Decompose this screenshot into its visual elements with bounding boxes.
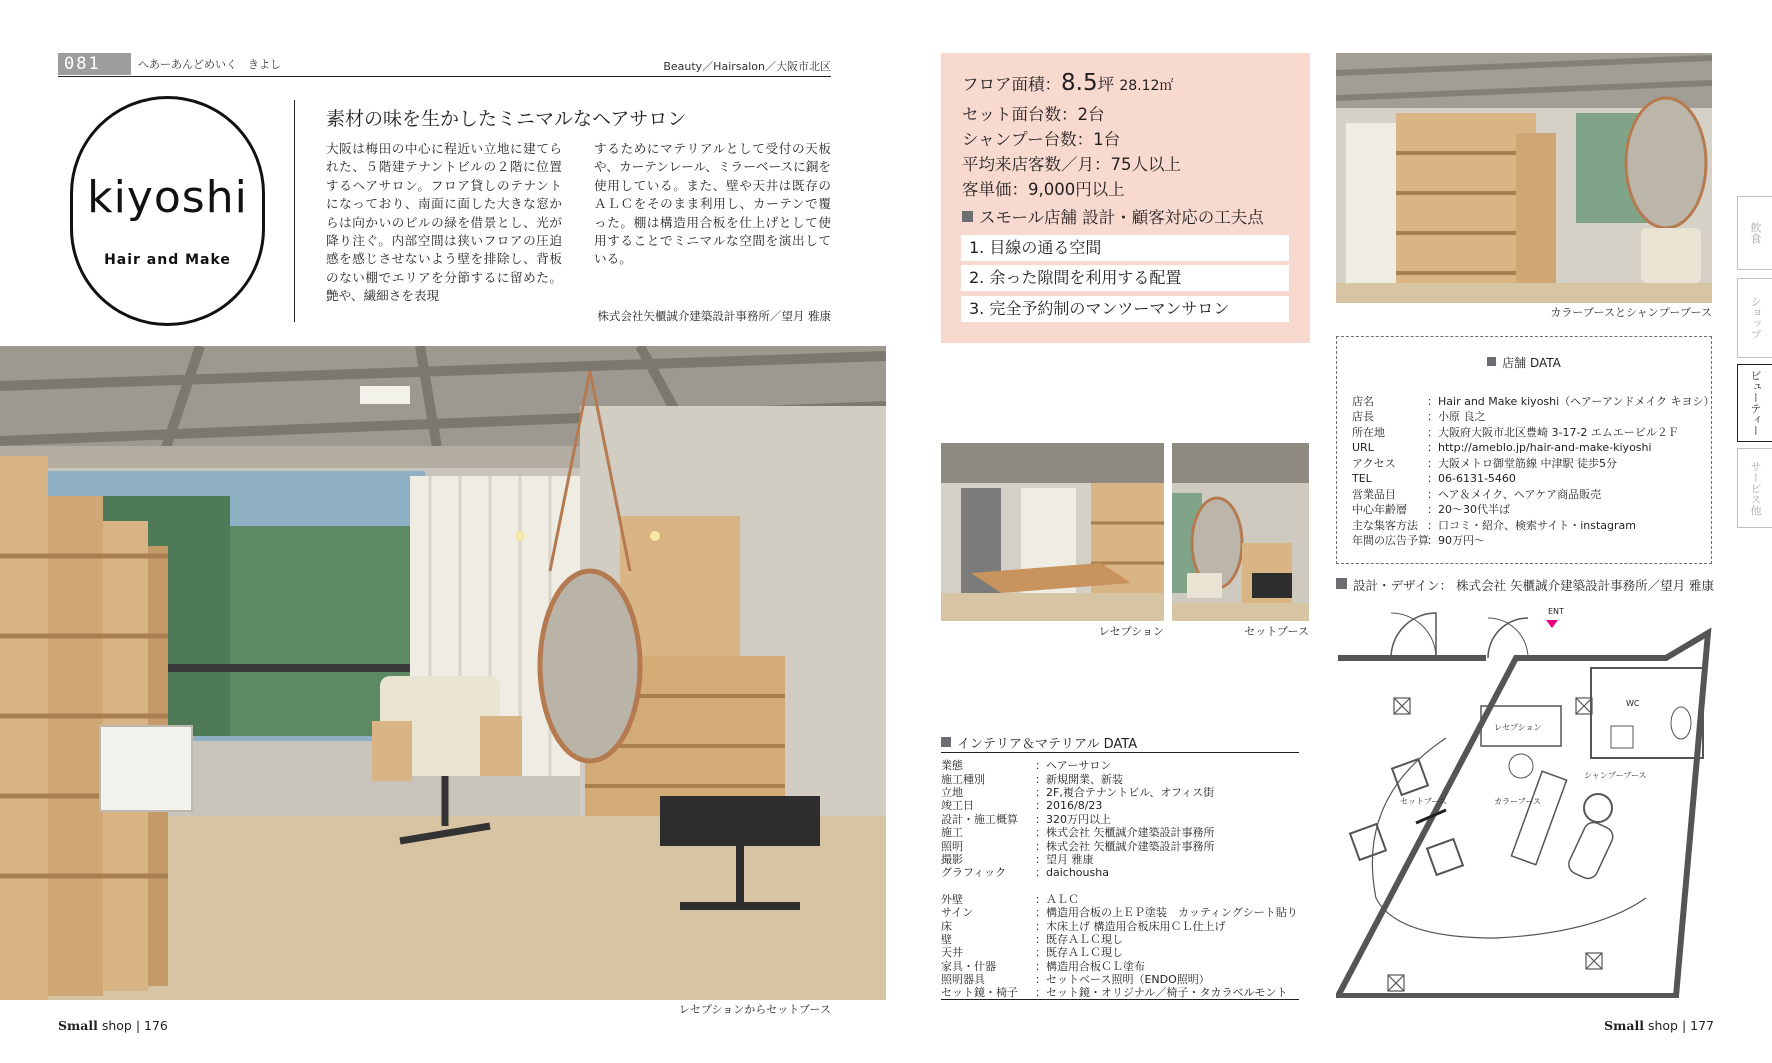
store-data-value: ：http://ameblo.jp/hair-and-make-kiyoshi (1427, 441, 1652, 454)
tab-beauty[interactable]: ビューティー (1737, 364, 1772, 442)
point-item: 3. 完全予約制のマンツーマンサロン (961, 296, 1289, 322)
tab-shop[interactable]: ショップ (1737, 278, 1772, 358)
interior-value: ：株式会社 矢櫃誠介建築設計事務所 (1035, 826, 1215, 839)
store-data-value: ：90万円～ (1427, 534, 1485, 547)
ent-arrow-icon (1546, 620, 1558, 628)
folio-number-right: shop | 177 (1647, 1018, 1714, 1033)
reception-caption: レセプション (1098, 625, 1164, 638)
interior-data-rule-bottom (941, 999, 1299, 1000)
color-booth-photo (1336, 53, 1712, 303)
body-text-column-1: 大阪は梅田の中心に程近い立地に建てられた、５階建テナントビルの２階に位置するヘアサロン。フロア貸しのテナントになっており、南面に面した大きな窓からは向かいのビルの緑を借景とし、光が降り注ぐ。内部空間は狭いフロアの圧迫感を感じさせないよう壁を排除し、背板のない棚でエリアを分節するに留めた。艶や、繊細さを表現 (326, 141, 562, 304)
interior-value: ：2016/8/23 (1035, 799, 1103, 812)
store-data-value: ：06-6131-5460 (1427, 472, 1516, 485)
article-number: 081 (58, 53, 131, 75)
article-kana-title: へあーあんどめいく きよし (138, 58, 281, 71)
plan-label-wc: WC (1626, 699, 1640, 708)
interior-value: ：構造用合板ＣＬ塗布 (1035, 960, 1145, 973)
interior-value: ：セットベース照明（ENDO照明） (1035, 973, 1210, 986)
floor-area-m2: 28.12㎡ (1119, 78, 1174, 94)
interior-value: ：ヘアーサロン (1035, 759, 1112, 772)
tab-food[interactable]: 飲食 (1737, 196, 1772, 270)
point-item: 1. 目線の通る空間 (961, 235, 1289, 261)
store-data-heading (1336, 354, 1712, 371)
store-data-value: ：大阪府大阪市北区豊崎 3-17-2 エムエービル２Ｆ (1427, 426, 1679, 439)
points-title: スモール店舗 設計・顧客対応の工夫点 (979, 208, 1264, 227)
page-folio-left (58, 1018, 168, 1033)
tab-service[interactable]: サービス他 (1737, 448, 1772, 528)
square-bullet-icon (1487, 357, 1496, 366)
plan-label-reception: レセプション (1494, 723, 1542, 732)
interior-key: 天井 (941, 946, 963, 959)
interior-value: ：2F,複合テナントビル、オフィス街 (1035, 786, 1215, 799)
store-data-value: ：小原 良之 (1427, 410, 1486, 423)
folio-brand-right: Small (1604, 1018, 1644, 1033)
interior-key: 床 (941, 920, 952, 933)
store-data-key: 主な集客方法 (1352, 519, 1418, 532)
store-data-row (1352, 501, 1510, 517)
interior-key: 設計・施工概算 (941, 813, 1018, 826)
plan-label-set: セットブース (1400, 797, 1448, 806)
interior-value: ：ＡＬＣ (1035, 893, 1079, 906)
floor-area (962, 70, 1173, 96)
store-data-row (1352, 408, 1486, 424)
store-data-value: ：Hair and Make kiyoshi（ヘアーアンドメイク キヨシ） (1427, 395, 1715, 408)
set-count: セット面台数：2台 (962, 105, 1105, 124)
folio-number-left: shop | 176 (101, 1018, 168, 1033)
store-data-key: 店名 (1352, 395, 1374, 408)
point-item: 2. 余った隙間を利用する配置 (961, 265, 1289, 291)
interior-key: 竣工日 (941, 799, 974, 812)
set-booth-photo (1172, 443, 1309, 621)
article-headline: 素材の味を生かしたミニマルなヘアサロン (326, 108, 687, 130)
logo-subtitle: Hair and Make (104, 252, 231, 268)
interior-value: ：320万円以上 (1035, 813, 1111, 826)
store-data-row (1352, 439, 1652, 455)
set-caption: セットブース (1244, 625, 1309, 638)
store-data-key: 年間の広告予算 (1352, 534, 1429, 547)
interior-key: 施工種別 (941, 773, 985, 786)
store-data-row (1352, 470, 1516, 486)
header-rule (58, 76, 831, 77)
design-credit-text: 設計・デザイン： 株式会社 矢櫃誠介建築設計事務所／望月 雅康 (1353, 578, 1715, 593)
interior-data-heading (941, 733, 1137, 752)
interior-value: ：新規開業、新装 (1035, 773, 1123, 786)
floor-plan (1336, 598, 1712, 998)
store-data-value: ：20～30代半ば (1427, 503, 1510, 516)
interior-key: 壁 (941, 933, 952, 946)
main-photo-caption: レセプションからセットブース (678, 1003, 831, 1016)
interior-data-row (941, 864, 1109, 880)
interior-value: ：構造用合板の上ＥＰ塗装 カッティングシート貼り (1035, 906, 1298, 919)
interior-key: セット鏡・椅子 (941, 986, 1018, 999)
interior-key: 施工 (941, 826, 963, 839)
design-credit (1336, 576, 1714, 594)
interior-value: ：既存ＡＬＣ現し (1035, 933, 1123, 946)
plan-label-color: カラーブース (1494, 797, 1541, 806)
visitor-count: 平均来店客数／月：75人以上 (962, 155, 1181, 174)
interior-key: 照明器具 (941, 973, 985, 986)
interior-value: ：セット鏡・オリジナル／椅子・タカラベルモント (1035, 986, 1288, 999)
points-heading (962, 204, 1264, 228)
square-bullet-icon (962, 211, 973, 222)
interior-value: ：daichousha (1035, 866, 1109, 879)
interior-value: ：株式会社 矢櫃誠介建築設計事務所 (1035, 840, 1215, 853)
plan-label-ent: ENT (1548, 607, 1564, 616)
interior-key: サイン (941, 906, 974, 919)
store-data-value: ：大阪メトロ御堂筋線 中津駅 徒歩5分 (1427, 457, 1617, 470)
store-data-row (1352, 532, 1485, 548)
body-text-column-2: するためにマテリアルとして受付の天板や、カーテンレール、ミラーベースに銅を使用している。また、壁や天井は既存のＡＬＣをそのまま利用し、カーテンで覆った。棚は構造用合板を仕上げとして使用することでミニマルな空間を演出している。 (594, 141, 831, 267)
interior-key: 家具・什器 (941, 960, 996, 973)
square-bullet-icon (941, 737, 951, 747)
store-data-value: ：ヘア＆メイク、ヘアケア商品販売 (1427, 488, 1602, 501)
interior-data-row (941, 984, 1287, 1000)
interior-key: 外壁 (941, 893, 963, 906)
interior-key: グラフィック (941, 866, 1007, 879)
store-data-key: 所在地 (1352, 426, 1385, 439)
store-data-row (1352, 424, 1679, 440)
store-data-value: ：口コミ・紹介、検索サイト・instagram (1427, 519, 1637, 532)
square-bullet-icon (1336, 578, 1347, 589)
interior-data-title: インテリア＆マテリアル DATA (957, 737, 1138, 752)
interior-data-rule-top (941, 752, 1299, 753)
color-photo-caption: カラーブースとシャンプーブース (1550, 306, 1712, 319)
interior-key: 立地 (941, 786, 963, 799)
store-data-row (1352, 486, 1601, 502)
category-breadcrumb: Beauty／Hairsalon／大阪市北区 (663, 60, 831, 73)
store-data-key: URL (1352, 441, 1374, 454)
vertical-divider (294, 100, 295, 322)
shampoo-count: シャンプー台数：1台 (962, 130, 1121, 149)
interior-value: ：望月 雅康 (1035, 853, 1094, 866)
folio-brand-left: Small (58, 1018, 98, 1033)
reception-photo (941, 443, 1164, 621)
unit-price: 客単価：9,000円以上 (962, 180, 1125, 199)
store-data-row (1352, 393, 1714, 409)
floor-area-label: フロア面積： (962, 75, 1061, 94)
interior-value: ：既存ＡＬＣ現し (1035, 946, 1123, 959)
store-data-title: 店舗 DATA (1502, 356, 1561, 370)
store-data-row (1352, 455, 1617, 471)
store-data-row (1352, 517, 1636, 533)
floor-area-unit: 坪 (1097, 75, 1115, 94)
plan-label-shampoo: シャンプーブース (1584, 771, 1647, 780)
store-data-key: TEL (1352, 472, 1372, 485)
interior-key: 業態 (941, 759, 963, 772)
store-data-key: 店長 (1352, 410, 1374, 423)
store-data-key: 営業品目 (1352, 488, 1396, 501)
interior-value: ：木床上げ 構造用合板床用ＣＬ仕上げ (1035, 920, 1226, 933)
page-folio-right (1560, 1018, 1714, 1033)
store-data-key: 中心年齢層 (1352, 503, 1407, 516)
store-data-key: アクセス (1352, 457, 1396, 470)
interior-key: 照明 (941, 840, 963, 853)
main-interior-photo (0, 346, 886, 1000)
logo-wordmark: kiyoshi (87, 172, 248, 223)
architect-credit: 株式会社矢櫃誠介建築設計事務所／望月 雅康 (597, 309, 831, 323)
floor-area-tsubo: 8.5 (1061, 70, 1098, 96)
interior-key: 撮影 (941, 853, 963, 866)
